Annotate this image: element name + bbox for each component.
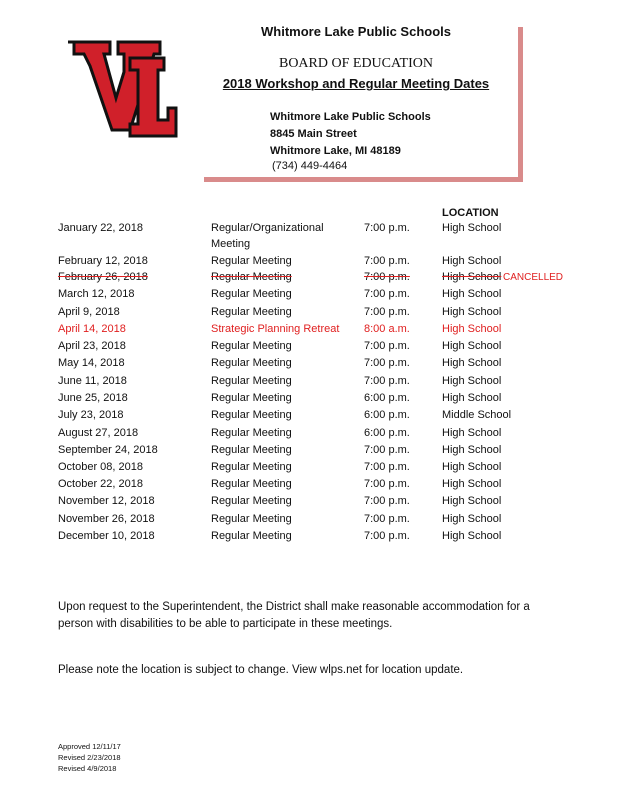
meeting-time: 7:00 p.m.	[364, 461, 410, 473]
table-row	[0, 461, 620, 478]
meeting-date: April 9, 2018	[58, 306, 120, 318]
meeting-location: High School	[442, 255, 502, 267]
meeting-type: Regular Meeting	[211, 357, 292, 369]
meeting-date: October 08, 2018	[58, 461, 144, 473]
address-phone: (734) 449-4464	[272, 160, 348, 172]
meeting-time: 7:00 p.m.	[364, 357, 410, 369]
meeting-type: Regular Meeting	[211, 375, 292, 387]
meeting-type: Regular Meeting	[211, 427, 292, 439]
table-row	[0, 392, 620, 409]
meeting-date: April 14, 2018	[58, 323, 126, 335]
table-row	[0, 306, 620, 323]
board-of-education-title: BOARD OF EDUCATION	[278, 56, 433, 71]
meeting-time: 7:00 p.m.	[364, 513, 410, 525]
meeting-location: High School	[442, 444, 502, 456]
table-row	[0, 530, 620, 547]
meeting-type: Regular Meeting	[211, 409, 292, 421]
meeting-time: 7:00 p.m.	[364, 478, 410, 490]
accommodation-note: Upon request to the Superintendent, the District shall make reasonable accommodation for a person with disabilities to be able to participate in these meetings.	[58, 601, 530, 630]
meeting-location: High School	[442, 306, 502, 318]
address-school-name: Whitmore Lake Public Schools	[270, 111, 431, 123]
table-row	[0, 271, 620, 288]
table-row	[0, 288, 620, 305]
table-row	[0, 375, 620, 392]
meeting-date: January 22, 2018	[58, 222, 144, 234]
meeting-date: September 24, 2018	[58, 444, 158, 456]
meeting-location: High School	[442, 530, 502, 542]
table-row	[0, 255, 620, 272]
meeting-time: 7:00 p.m.	[364, 271, 410, 283]
meeting-date: February 26, 2018	[58, 271, 148, 283]
meeting-time: 7:00 p.m.	[364, 444, 410, 456]
approved-date: Approved 12/11/17	[58, 742, 121, 751]
meeting-location: High School	[442, 222, 502, 234]
meeting-date: May 14, 2018	[58, 357, 125, 369]
location-change-note: Please note the location is subject to change. View wlps.net for location update.	[58, 664, 464, 676]
table-row	[0, 513, 620, 530]
meeting-location: High School	[442, 271, 502, 283]
meeting-location: High School	[442, 427, 502, 439]
meeting-time: 6:00 p.m.	[364, 409, 410, 421]
meeting-date: November 12, 2018	[58, 495, 155, 507]
meeting-type: Regular Meeting	[211, 495, 292, 507]
meeting-location: High School	[442, 461, 502, 473]
meeting-type: Regular Meeting	[211, 461, 292, 473]
meeting-type: Regular Meeting	[211, 392, 292, 404]
meeting-type: Regular Meeting	[211, 306, 292, 318]
meeting-time: 7:00 p.m.	[364, 288, 410, 300]
table-row	[0, 340, 620, 357]
address-city: Whitmore Lake, MI 48189	[270, 145, 401, 157]
table-row	[0, 478, 620, 495]
meeting-date: June 25, 2018	[58, 392, 128, 404]
meeting-date: April 23, 2018	[58, 340, 126, 352]
meeting-location: High School	[442, 478, 502, 490]
meeting-type: Regular Meeting	[211, 288, 292, 300]
meeting-location: High School	[442, 495, 502, 507]
revised-date-1: Revised 2/23/2018	[58, 753, 121, 762]
meeting-time: 6:00 p.m.	[364, 427, 410, 439]
meeting-time: 7:00 p.m.	[364, 306, 410, 318]
meeting-date: August 27, 2018	[58, 427, 139, 439]
meeting-time: 7:00 p.m.	[364, 340, 410, 352]
meeting-location: High School	[442, 513, 502, 525]
meeting-time: 7:00 p.m.	[364, 530, 410, 542]
meeting-type: Regular Meeting	[211, 513, 292, 525]
meeting-date: March 12, 2018	[58, 288, 135, 300]
meeting-type: Regular Meeting	[211, 255, 292, 267]
school-name-heading: Whitmore Lake Public Schools	[261, 24, 451, 39]
meeting-type: Regular Meeting	[211, 444, 292, 456]
meeting-time: 7:00 p.m.	[364, 375, 410, 387]
meeting-date: July 23, 2018	[58, 409, 124, 421]
logo-letter-l	[130, 58, 176, 136]
table-row	[0, 427, 620, 444]
meeting-type: Regular/Organizational	[211, 222, 324, 234]
meeting-location: High School	[442, 288, 502, 300]
meeting-date: December 10, 2018	[58, 530, 155, 542]
meeting-date: November 26, 2018	[58, 513, 155, 525]
meeting-location: High School	[442, 375, 502, 387]
meeting-type: Regular Meeting	[211, 530, 292, 542]
meeting-date: February 12, 2018	[58, 255, 148, 267]
meeting-time: 7:00 p.m.	[364, 255, 410, 267]
meeting-time: 6:00 p.m.	[364, 392, 410, 404]
l-shape	[130, 58, 176, 136]
meeting-location: High School	[442, 357, 502, 369]
meeting-location: High School	[442, 340, 502, 352]
header-box-border	[204, 27, 523, 182]
cancelled-note: CANCELLED	[503, 272, 564, 283]
meeting-time: 7:00 p.m.	[364, 495, 410, 507]
meeting-date: June 11, 2018	[58, 375, 127, 387]
table-row	[0, 495, 620, 512]
meeting-type-continued: Meeting	[211, 238, 251, 250]
revised-date-2: Revised 4/9/2018	[58, 764, 117, 773]
meeting-location: High School	[442, 392, 502, 404]
table-row	[0, 323, 620, 340]
meeting-dates-title: 2018 Workshop and Regular Meeting Dates	[222, 76, 490, 91]
meeting-type: Regular Meeting	[211, 340, 292, 352]
table-row	[0, 222, 620, 250]
wl-logo	[60, 38, 178, 140]
meeting-type: Regular Meeting	[211, 478, 292, 490]
meeting-type: Strategic Planning Retreat	[211, 323, 340, 335]
meeting-location: Middle School	[442, 409, 512, 421]
location-column-header: LOCATION	[442, 207, 499, 219]
table-row	[0, 444, 620, 461]
meeting-time: 8:00 a.m.	[364, 323, 410, 335]
table-row	[0, 357, 620, 374]
address-street: 8845 Main Street	[270, 128, 357, 140]
meeting-date: October 22, 2018	[58, 478, 144, 490]
meeting-time: 7:00 p.m.	[364, 222, 410, 234]
table-row	[0, 409, 620, 426]
meeting-type: Regular Meeting	[211, 271, 292, 283]
meeting-location: High School	[442, 323, 502, 335]
